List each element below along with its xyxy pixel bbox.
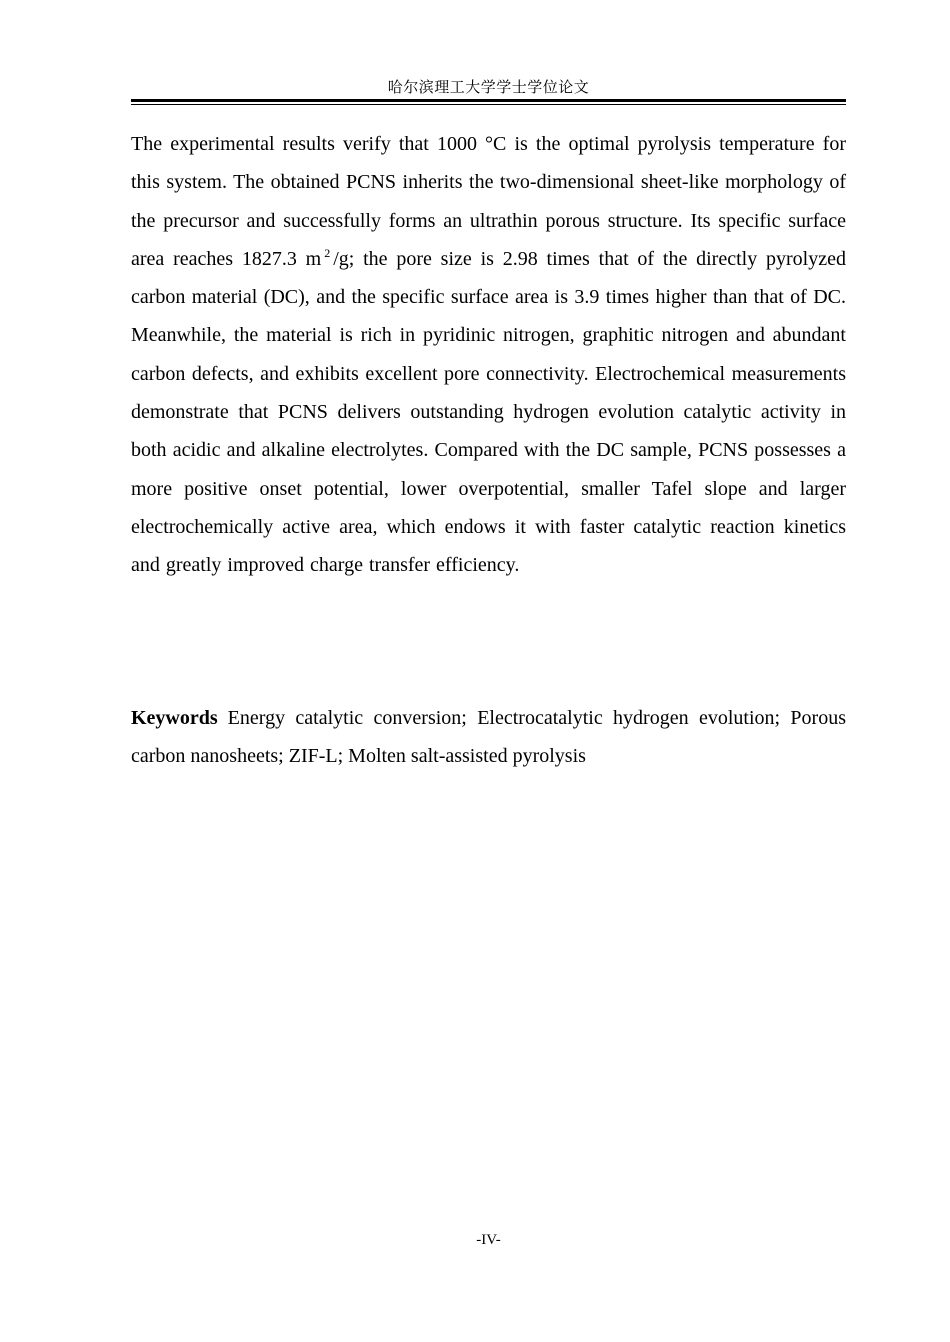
superscript-two: 2 — [324, 245, 331, 260]
keywords-label: Keywords — [131, 707, 218, 729]
abstract-text-part-2: /g; the pore size is 2.98 times that of the directly pyrolyzed carbon material (DC), and the specific surface area is 3.9 times higher than that of DC. Meanwhile, the material is rich in pyridinic nitrogen, graphitic nitrogen and abundant carbon defects, and exhibits excellent pore connectivity. Electrochemical measurements demonstrate that PCNS delivers outstanding hydrogen evolution catalytic activity in both acidic and alkaline electrolytes. Compared with the DC sample, PCNS possesses a more positive onset potential, lower overpotential, smaller Tafel slope and larger electrochemically active area, which endows it with faster catalytic reaction kinetics and greatly improved charge transfer efficiency. — [131, 247, 846, 577]
header-rule-thin — [131, 104, 846, 105]
header-rule-thick — [131, 99, 846, 102]
keywords-text: Energy catalytic conversion; Electrocatalytic hydrogen evolution; Porous carbon nanosheets; ZIF-L; Molten salt-assisted pyrolysis — [131, 707, 846, 768]
abstract-paragraph — [131, 125, 846, 585]
running-header: 哈尔滨理工大学学士学位论文 — [387, 80, 590, 96]
keywords-paragraph — [131, 699, 846, 776]
page-number: -IV- — [476, 1232, 501, 1248]
abstract-text-part-1: The experimental results verify that 1000 °C is the optimal pyrolysis temperature for this system. The obtained PCNS inherits the two-dimensional sheet-like morphology of the precursor and successfully forms an ultrathin porous structure. Its specific surface area reaches 1827.3 m — [131, 133, 846, 270]
